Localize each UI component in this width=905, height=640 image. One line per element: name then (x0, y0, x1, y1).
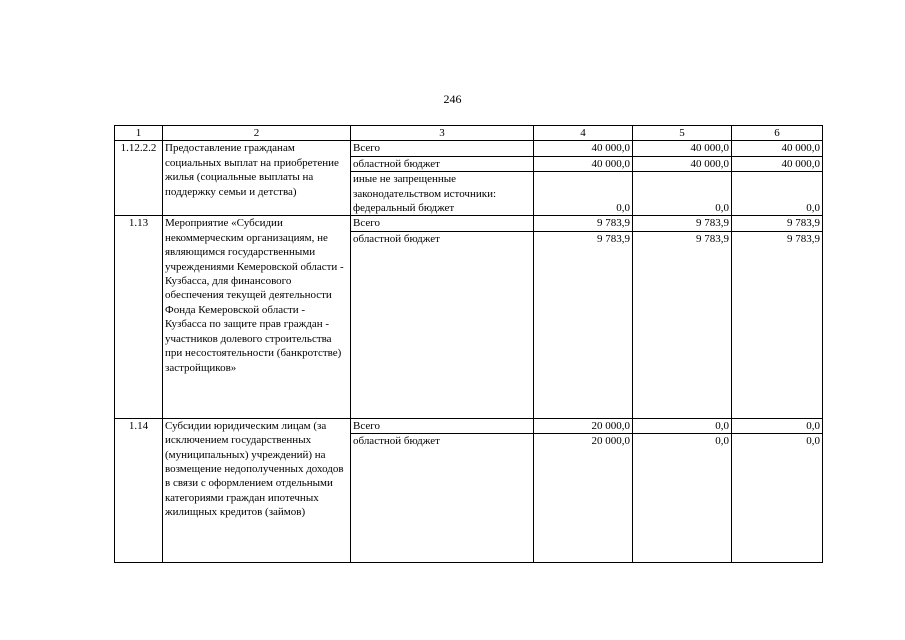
value-cell: 40 000,0 (633, 156, 732, 171)
row-name: Мероприятие «Субсидии некоммерческим организациям, не являющимся государственными учреждениями Кемеровской области - Кузбасса, для финансового обеспечения текущей деятельности Фонда Кемеровской области - Кузбасса по защите прав граждан - участников долевого строительства при несостоятельности (банкротстве) застройщиков» (163, 216, 351, 418)
value-cell: 40 000,0 (534, 141, 633, 156)
header-col-5: 5 (633, 126, 732, 141)
value-cell: 0,0 (633, 172, 732, 216)
value-cell: 9 783,9 (633, 216, 732, 231)
header-col-6: 6 (732, 126, 823, 141)
header-col-3: 3 (351, 126, 534, 141)
value-cell: 9 783,9 (534, 216, 633, 231)
header-col-1: 1 (115, 126, 163, 141)
row-name: Субсидии юридическим лицам (за исключением государственных (муниципальных) учреждений) на возмещение недополученных доходов в связи с оформлением отдельными категориями граждан ипотечных жилищных кредитов (займов) (163, 418, 351, 562)
source-cell: иные не запрещенные законодательством источники: федеральный бюджет (351, 172, 534, 216)
source-cell: Всего (351, 141, 534, 156)
value-cell: 9 783,9 (534, 231, 633, 418)
page-number: 246 (443, 92, 462, 106)
value-cell: 0,0 (633, 418, 732, 433)
value-cell: 40 000,0 (534, 156, 633, 171)
value-cell: 9 783,9 (732, 231, 823, 418)
row-code: 1.12.2.2 (115, 141, 163, 216)
table-row (115, 141, 823, 156)
header-col-4: 4 (534, 126, 633, 141)
value-cell: 0,0 (633, 434, 732, 563)
value-cell: 0,0 (534, 172, 633, 216)
value-cell: 0,0 (732, 172, 823, 216)
table-row (115, 418, 823, 433)
row-code: 1.14 (115, 418, 163, 562)
row-code: 1.13 (115, 216, 163, 418)
budget-table (114, 125, 823, 563)
value-cell: 0,0 (732, 434, 823, 563)
table-row (115, 216, 823, 231)
row-name: Предоставление гражданам социальных выплат на приобретение жилья (социальные выплаты на поддержку семьи и детства) (163, 141, 351, 216)
value-cell: 40 000,0 (732, 156, 823, 171)
value-cell: 40 000,0 (732, 141, 823, 156)
value-cell: 9 783,9 (633, 231, 732, 418)
value-cell: 9 783,9 (732, 216, 823, 231)
value-cell: 20 000,0 (534, 434, 633, 563)
source-cell: областной бюджет (351, 434, 534, 563)
value-cell: 20 000,0 (534, 418, 633, 433)
source-cell: областной бюджет (351, 156, 534, 171)
source-cell: Всего (351, 216, 534, 231)
value-cell: 0,0 (732, 418, 823, 433)
header-col-2: 2 (163, 126, 351, 141)
source-cell: областной бюджет (351, 231, 534, 418)
source-cell: Всего (351, 418, 534, 433)
header-row (115, 126, 823, 141)
value-cell: 40 000,0 (633, 141, 732, 156)
